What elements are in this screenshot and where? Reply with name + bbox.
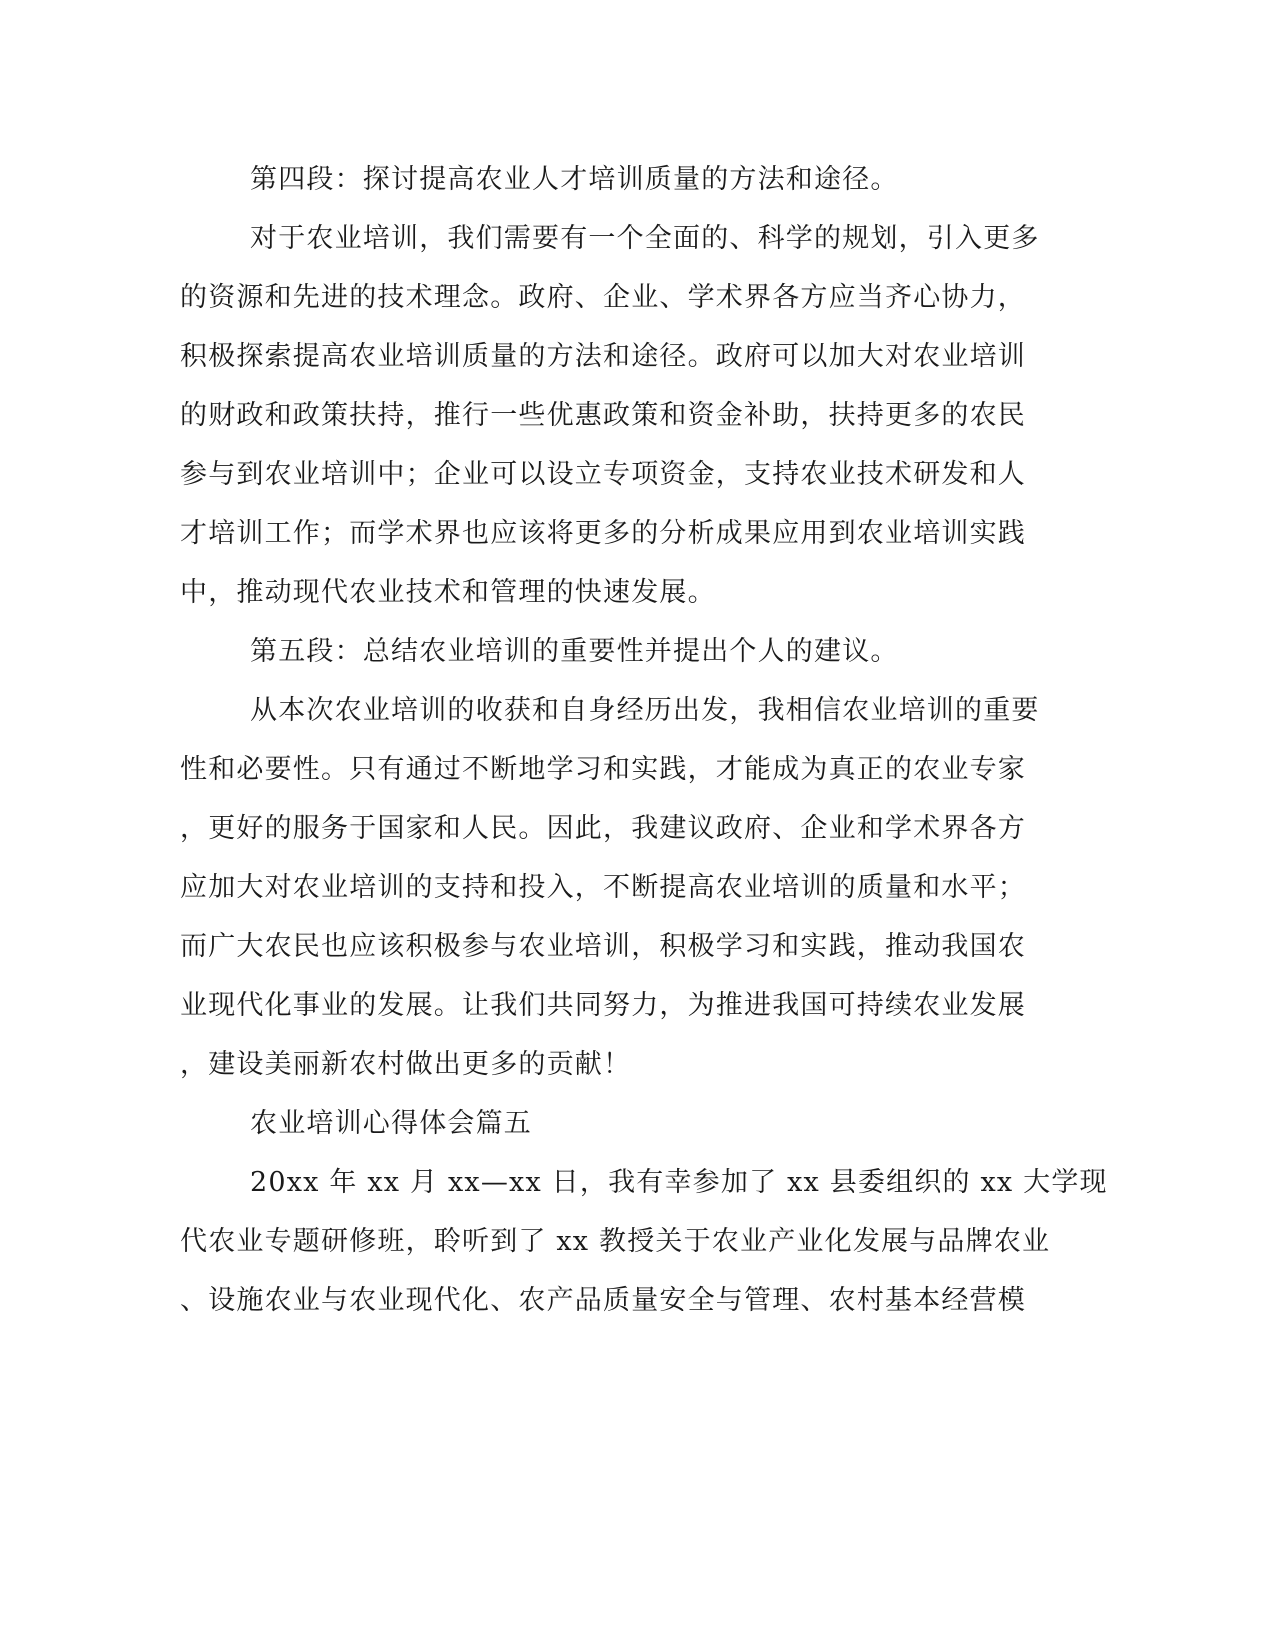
paragraph-line: 的资源和先进的技术理念。政府、企业、学术界各方应当齐心协力，	[180, 282, 1026, 313]
paragraph-line: 性和必要性。只有通过不断地学习和实践，才能成为真正的农业专家	[180, 754, 1026, 785]
paragraph-line: 中，推动现代农业技术和管理的快速发展。	[180, 577, 716, 608]
paragraph-line: 的财政和政策扶持，推行一些优惠政策和资金补助，扶持更多的农民	[180, 400, 1026, 431]
paragraph-line: 业现代化事业的发展。让我们共同努力，为推进我国可持续农业发展	[180, 990, 1026, 1021]
article-title: 农业培训心得体会篇五	[250, 1108, 532, 1139]
paragraph-line: 、设施农业与农业现代化、农产品质量安全与管理、农村基本经营模	[180, 1285, 1026, 1316]
paragraph-line: 参与到农业培训中；企业可以设立专项资金，支持农业技术研发和人	[180, 459, 1026, 490]
paragraph-line: 积极探索提高农业培训质量的方法和途径。政府可以加大对农业培训	[180, 341, 1026, 372]
paragraph-line: 而广大农民也应该积极参与农业培训，积极学习和实践，推动我国农	[180, 931, 1026, 962]
paragraph-line: 代农业专题研修班，聆听到了 xx 教授关于农业产业化发展与品牌农业	[180, 1226, 1051, 1257]
paragraph-line: 从本次农业培训的收获和自身经历出发，我相信农业培训的重要	[250, 695, 1040, 726]
paragraph-line: 应加大对农业培训的支持和投入，不断提高农业培训的质量和水平；	[180, 872, 1026, 903]
paragraph-line: 20xx 年 xx 月 xx—xx 日，我有幸参加了 xx 县委组织的 xx 大学现	[250, 1167, 1108, 1198]
paragraph-line: 对于农业培训，我们需要有一个全面的、科学的规划，引入更多	[250, 223, 1040, 254]
paragraph-line: ，建设美丽新农村做出更多的贡献！	[180, 1049, 632, 1080]
paragraph-line: 才培训工作；而学术界也应该将更多的分析成果应用到农业培训实践	[180, 518, 1026, 549]
section-heading: 第五段：总结农业培训的重要性并提出个人的建议。	[250, 636, 899, 667]
section-heading: 第四段：探讨提高农业人才培训质量的方法和途径。	[250, 164, 899, 195]
paragraph-line: ，更好的服务于国家和人民。因此，我建议政府、企业和学术界各方	[180, 813, 1026, 844]
